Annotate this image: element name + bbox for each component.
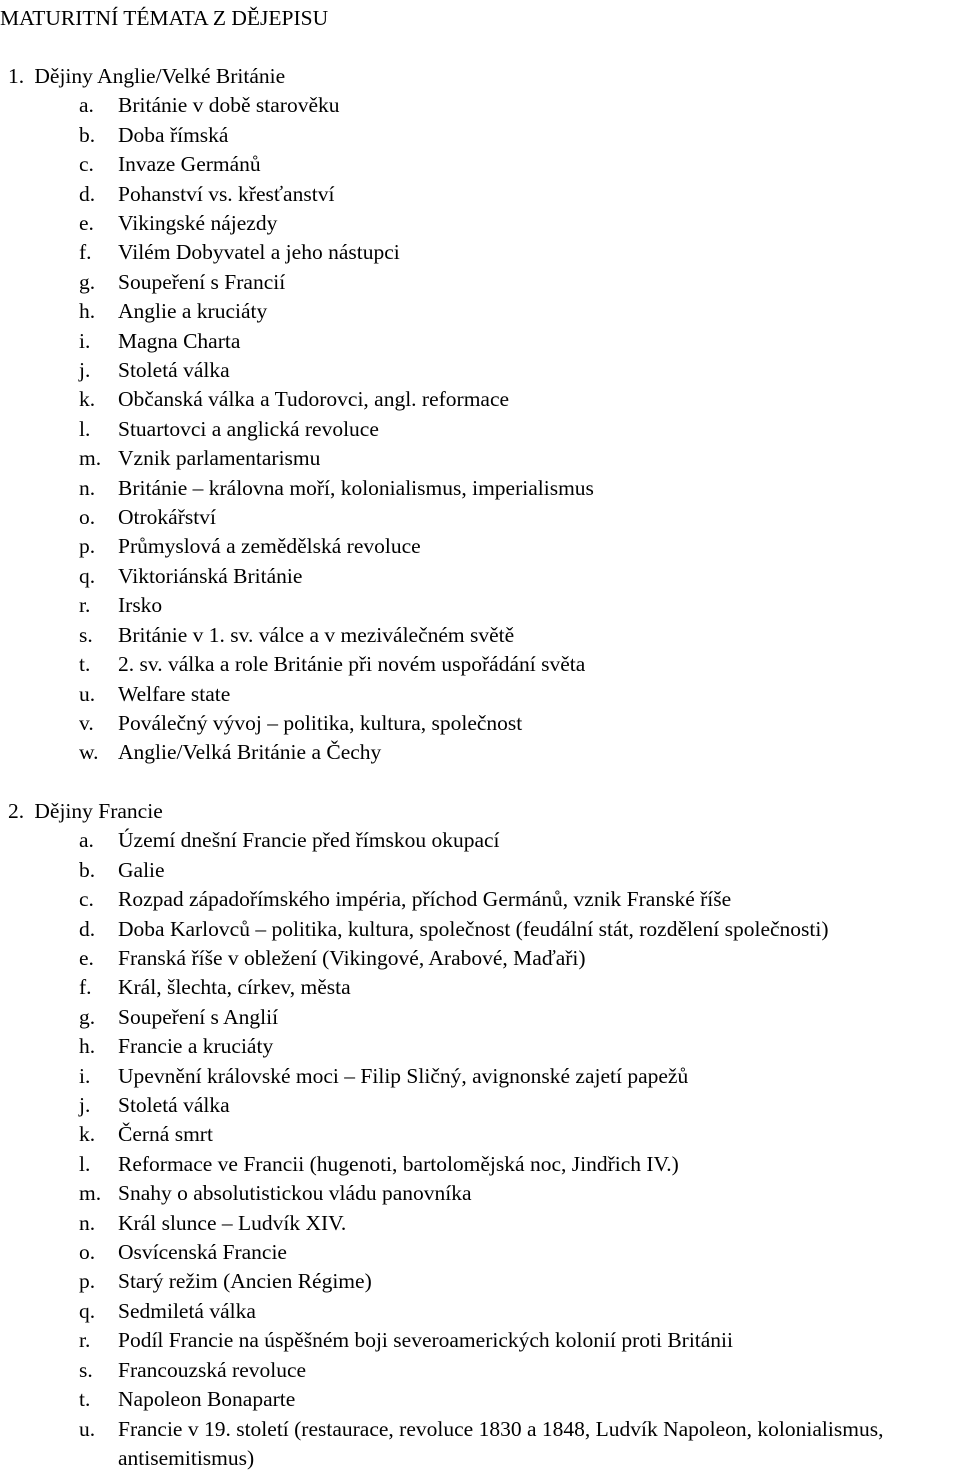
list-item-text: Invaze Germánů — [118, 152, 261, 177]
list-item-marker: l. — [79, 1151, 91, 1176]
list-item — [0, 1062, 960, 1091]
list-item-marker: d. — [79, 916, 96, 941]
list-item-marker: p. — [79, 534, 96, 559]
list-item — [0, 444, 960, 473]
list-item-text: Stoletá válka — [118, 1093, 230, 1118]
list-item — [0, 1356, 960, 1385]
list-item-text: Území dnešní Francie před římskou okupací — [118, 828, 500, 853]
list-item — [0, 356, 960, 385]
list-item-text: Napoleon Bonaparte — [118, 1387, 296, 1412]
list-item — [0, 826, 960, 855]
list-item — [0, 680, 960, 709]
list-item-text: Pohanství vs. křesťanství — [118, 181, 335, 206]
list-item — [0, 591, 960, 620]
list-item-marker: c. — [79, 887, 94, 912]
list-item-marker: m. — [79, 1181, 102, 1206]
list-item-text: Welfare state — [118, 681, 231, 706]
list-item-text: Snahy o absolutistickou vládu panovníka — [118, 1181, 472, 1206]
list-item — [0, 1297, 960, 1326]
list-item-marker: q. — [79, 563, 96, 588]
list-item — [0, 973, 960, 1002]
list-item-text: Francouzská revoluce — [118, 1357, 307, 1382]
list-item-marker: o. — [79, 1240, 96, 1265]
list-item — [0, 738, 960, 767]
list-item-text: Vikingské nájezdy — [118, 211, 278, 236]
list-item — [0, 297, 960, 326]
list-item — [0, 1179, 960, 1208]
list-item — [0, 1003, 960, 1032]
list-item-text: Anglie a kruciáty — [118, 299, 268, 324]
list-item — [0, 1091, 960, 1120]
list-item-marker: b. — [79, 857, 96, 882]
list-item-marker: i. — [79, 328, 91, 353]
list-item-text: Stuartovci a anglická revoluce — [118, 416, 379, 441]
topic-list — [0, 91, 960, 767]
list-item — [0, 503, 960, 532]
list-item-marker: h. — [79, 1034, 96, 1059]
list-item — [0, 709, 960, 738]
list-item-text: Reformace ve Francii (hugenoti, bartolomějská noc, Jindřich IV.) — [118, 1151, 679, 1176]
list-item — [0, 621, 960, 650]
list-item-marker: u. — [79, 1416, 96, 1441]
list-item-text: Rozpad západořímského impéria, příchod Germánů, vznik Franské říše — [118, 887, 732, 912]
list-item — [0, 474, 960, 503]
list-item-marker: e. — [79, 946, 94, 971]
topic-list — [0, 826, 960, 1473]
list-item-marker: j. — [79, 1093, 91, 1118]
section-number: 2. — [8, 799, 25, 823]
list-item — [0, 562, 960, 591]
list-item-text: Otrokářství — [118, 505, 216, 530]
list-item-marker: s. — [79, 1357, 93, 1382]
list-item-text: Británie v době starověku — [118, 93, 340, 118]
list-item — [0, 327, 960, 356]
list-item-marker: m. — [79, 446, 102, 471]
list-item-text: Británie – královna moří, kolonialismus, imperialismus — [118, 475, 594, 500]
list-item-text: 2. sv. válka a role Británie při novém uspořádání světa — [118, 652, 586, 677]
list-item-text: Francie v 19. století (restaurace, revoluce 1830 a 1848, Ludvík Napoleon, kolonialismus, antisemitismus) — [118, 1416, 884, 1470]
list-item-marker: r. — [79, 1328, 91, 1353]
list-item — [0, 209, 960, 238]
list-item-marker: t. — [79, 652, 91, 677]
list-item — [0, 91, 960, 120]
list-item-text: Viktoriánská Británie — [118, 563, 303, 588]
list-item — [0, 1326, 960, 1355]
section-heading — [0, 62, 960, 91]
document-title: MATURITNÍ TÉMATA Z DĚJEPISU — [0, 6, 329, 30]
list-item-marker: h. — [79, 299, 96, 324]
list-item-marker: r. — [79, 593, 91, 618]
list-item-text: Soupeření s Francií — [118, 269, 286, 294]
list-item-text: Galie — [118, 857, 165, 882]
section-heading — [0, 797, 960, 826]
list-item-marker: a. — [79, 828, 94, 853]
list-item-marker: g. — [79, 269, 96, 294]
list-item-marker: g. — [79, 1004, 96, 1029]
list-item-marker: n. — [79, 1210, 96, 1235]
list-item-text: Černá smrt — [118, 1122, 213, 1147]
list-item — [0, 915, 898, 944]
list-item-text: Občanská válka a Tudorovci, angl. reformace — [118, 387, 510, 412]
list-item-text: Doba Karlovců – politika, kultura, společnost (feudální stát, rozdělení společnosti) — [118, 916, 829, 941]
list-item — [0, 885, 960, 914]
list-item-text: Osvícenská Francie — [118, 1240, 287, 1265]
list-item — [0, 150, 960, 179]
list-item-marker: o. — [79, 505, 96, 530]
list-item-text: Průmyslová a zemědělská revoluce — [118, 534, 421, 559]
list-item-text: Franská říše v obležení (Vikingové, Arabové, Maďaři) — [118, 946, 586, 971]
list-item-text: Francie a kruciáty — [118, 1034, 274, 1059]
list-item — [0, 1385, 960, 1414]
list-item-text: Anglie/Velká Británie a Čechy — [118, 740, 382, 765]
list-item-text: Poválečný vývoj – politika, kultura, společnost — [118, 710, 523, 735]
list-item — [0, 1415, 898, 1473]
section-title: Dějiny Anglie/Velké Británie — [34, 64, 286, 88]
list-item — [0, 1267, 960, 1296]
list-item-text: Doba římská — [118, 122, 229, 147]
list-item — [0, 1209, 960, 1238]
section-number: 1. — [8, 64, 25, 88]
list-item-marker: c. — [79, 152, 94, 177]
list-item-marker: k. — [79, 387, 96, 412]
list-item-marker: q. — [79, 1298, 96, 1323]
list-item-text: Stoletá válka — [118, 358, 230, 383]
list-item — [0, 1032, 960, 1061]
list-item-marker: t. — [79, 1387, 91, 1412]
list-item — [0, 385, 960, 414]
list-item-marker: l. — [79, 416, 91, 441]
list-item-text: Vilém Dobyvatel a jeho nástupci — [118, 240, 400, 265]
list-item-marker: f. — [79, 240, 92, 265]
list-item-text: Starý režim (Ancien Régime) — [118, 1269, 372, 1294]
list-item-marker: j. — [79, 358, 91, 383]
list-item-text: Král, šlechta, církev, města — [118, 975, 351, 1000]
list-item — [0, 650, 960, 679]
list-item-text: Vznik parlamentarismu — [118, 446, 321, 471]
list-item — [0, 180, 960, 209]
list-item — [0, 1120, 960, 1149]
list-item-marker: p. — [79, 1269, 96, 1294]
list-item — [0, 1238, 960, 1267]
list-item-text: Británie v 1. sv. válce a v meziválečném světě — [118, 622, 515, 647]
list-item-marker: u. — [79, 681, 96, 706]
list-item-text: Sedmiletá válka — [118, 1298, 256, 1323]
list-item-marker: v. — [79, 710, 94, 735]
list-item — [0, 121, 960, 150]
list-item-text: Upevnění královské moci – Filip Sličný, avignonské zajetí papežů — [118, 1063, 689, 1088]
list-item-marker: s. — [79, 622, 93, 647]
section-francie — [0, 797, 960, 1473]
section-title: Dějiny Francie — [34, 799, 163, 823]
list-item-text: Král slunce – Ludvík XIV. — [118, 1210, 347, 1235]
list-item — [0, 268, 960, 297]
list-item-marker: n. — [79, 475, 96, 500]
list-item-marker: w. — [79, 740, 99, 765]
list-item-marker: b. — [79, 122, 96, 147]
list-item-marker: e. — [79, 211, 94, 236]
list-item-marker: k. — [79, 1122, 96, 1147]
list-item-text: Podíl Francie na úspěšném boji severoamerických kolonií proti Británii — [118, 1328, 734, 1353]
list-item-marker: a. — [79, 93, 94, 118]
list-item-marker: f. — [79, 975, 92, 1000]
list-item-marker: i. — [79, 1063, 91, 1088]
list-item — [0, 944, 960, 973]
list-item — [0, 856, 960, 885]
list-item-text: Irsko — [118, 593, 163, 618]
list-item — [0, 532, 960, 561]
list-item — [0, 415, 960, 444]
section-anglie — [0, 62, 960, 768]
list-item-marker: d. — [79, 181, 96, 206]
list-item — [0, 238, 960, 267]
list-item-text: Soupeření s Anglií — [118, 1004, 279, 1029]
list-item-text: Magna Charta — [118, 328, 241, 353]
list-item — [0, 1150, 960, 1179]
